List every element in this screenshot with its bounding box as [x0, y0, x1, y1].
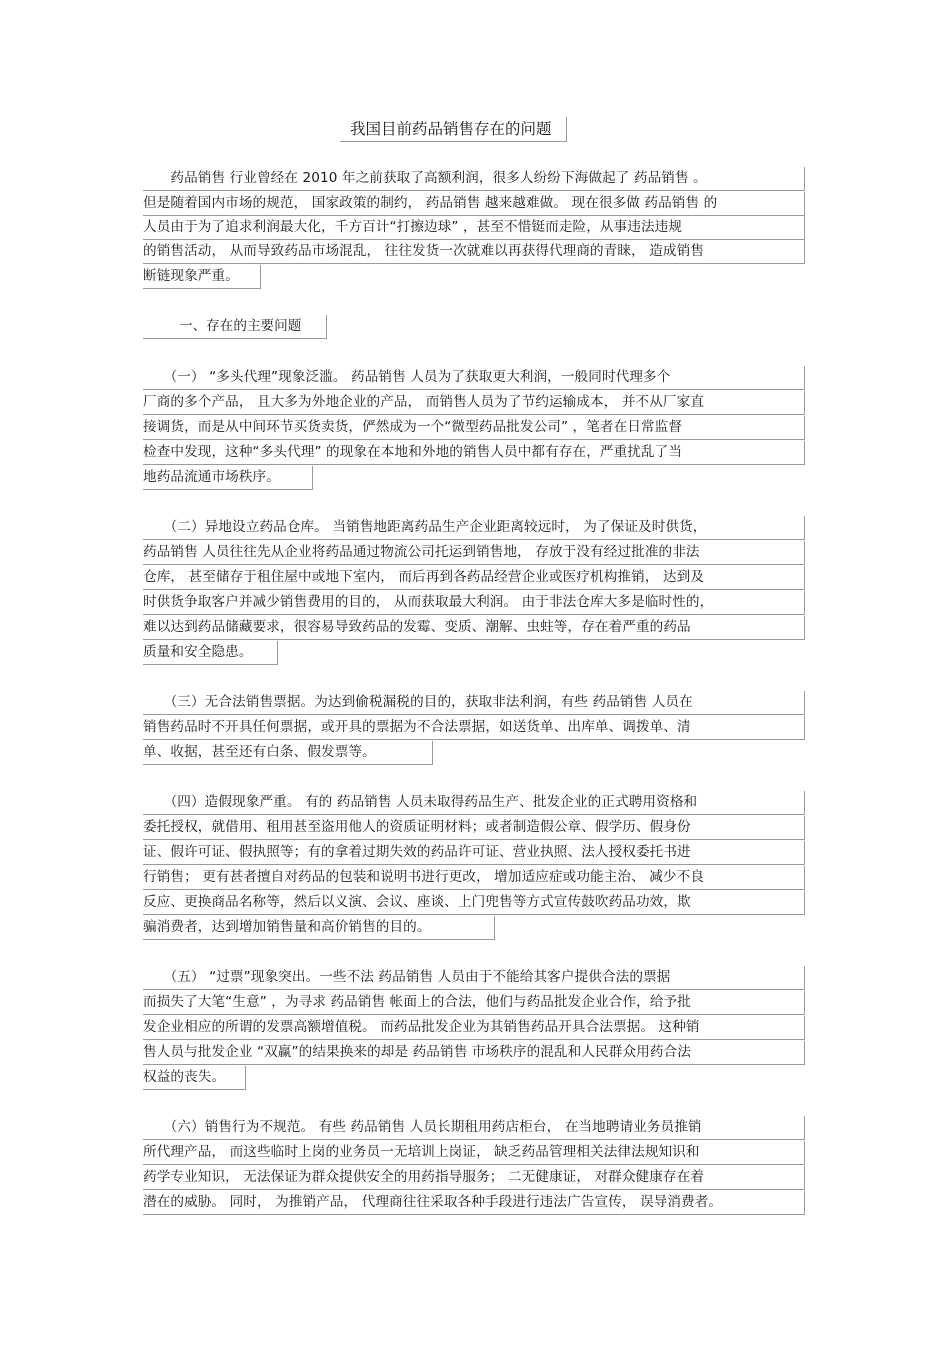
text-line: 单、收据，甚至还有白条、假发票等。 — [143, 741, 433, 765]
text-line: 骗消费者，达到增加销售量和高价销售的目的。 — [143, 916, 495, 940]
text-line: （五） “过票”现象突出。一些不法 药品销售 人员由于不能给其客户提供合法的票据 — [143, 966, 805, 990]
text-line: 证、假许可证、假执照等；有的拿着过期失效的药品许可证、营业执照、法人授权委托书进 — [143, 841, 805, 865]
text-line: 厂商的多个产品， 且大多为外地企业的产品， 而销售人员为了节约运输成本， 并不从厂家直 — [143, 391, 805, 415]
text-line: （三）无合法销售票据。为达到偷税漏税的目的，获取非法利润，有些 药品销售 人员在 — [143, 691, 805, 715]
text-line: 发企业相应的所谓的发票高额增值税。 而药品批发企业为其销售药品开具合法票据。 这种销 — [143, 1016, 805, 1040]
text-line: （六）销售行为不规范。 有些 药品销售 人员长期租用药店柜台， 在当地聘请业务员推销 — [143, 1116, 805, 1140]
text-line: 药品销售 人员往往先从企业将药品通过物流公司托运到销售地， 存放于没有经过批准的非法 — [143, 541, 805, 565]
text-line: 行销售； 更有甚者擅自对药品的包装和说明书进行更改， 增加适应症或功能主治、 减少不良 — [143, 866, 805, 890]
text-line: 售人员与批发企业 “双赢”的结果换来的却是 药品销售 市场秩序的混乱和人民群众用药合法 — [143, 1041, 805, 1065]
text-line: 质量和安全隐患。 — [143, 641, 278, 665]
text-line: 时供货争取客户并减少销售费用的目的， 从而获取最大利润。 由于非法仓库大多是临时性的， — [143, 591, 805, 615]
text-line: 的销售活动， 从而导致药品市场混乱， 往往发货一次就难以再获得代理商的青睐， 造成销售 — [143, 240, 805, 264]
text-line: 所代理产品， 而这些临时上岗的业务员一无培训上岗证， 缺乏药品管理相关法律法规知识和 — [143, 1141, 805, 1165]
text-line: （四）造假现象严重。 有的 药品销售 人员未取得药品生产、批发企业的正式聘用资格和 — [143, 791, 805, 815]
text-line: 权益的丧失。 — [143, 1066, 246, 1090]
text-line: 药学专业知识， 无法保证为群众提供安全的用药指导服务； 二无健康证， 对群众健康存在着 — [143, 1166, 805, 1190]
text-line: 反应、更换商品名称等，然后以义演、会议、座谈、上门兜售等方式宣传鼓吹药品功效，欺 — [143, 891, 805, 915]
text-line: 药品销售 行业曾经在 2010 年之前获取了高额利润，很多人纷纷下海做起了 药品销售 。 — [143, 167, 805, 191]
text-line: 委托授权，就借用、租用甚至盗用他人的资质证明材料；或者制造假公章、假学历、假身份 — [143, 816, 805, 840]
text-line: 接调货，而是从中间环节买货卖货，俨然成为一个“微型药品批发公司” ，笔者在日常监督 — [143, 416, 805, 440]
text-line: 潜在的威胁。 同时， 为推销产品， 代理商往往采取各种手段进行违法广告宣传， 误导消费者。 — [143, 1191, 805, 1215]
text-line: 仓库， 甚至储存于租住屋中或地下室内， 而后再到各药品经营企业或医疗机构推销， 达到及 — [143, 566, 805, 590]
text-line: 地药品流通市场秩序。 — [143, 466, 313, 490]
text-line: 而损失了大笔“生意” ，为寻求 药品销售 帐面上的合法，他们与药品批发企业合作，给予批 — [143, 991, 805, 1015]
text-line: （一） “多头代理”现象泛滥。 药品销售 人员为了获取更大利润，一般同时代理多个 — [143, 366, 805, 390]
text-line: 检查中发现，这种“多头代理” 的现象在本地和外地的销售人员中都有存在，严重扰乱了当 — [143, 441, 805, 465]
text-line: 人员由于为了追求利润最大化，千方百计“打擦边球” ，甚至不惜铤而走险，从事违法违规 — [143, 216, 805, 240]
text-line: （二）异地设立药品仓库。 当销售地距离药品生产企业距离较远时， 为了保证及时供货， — [143, 516, 805, 540]
section-heading: 一、存在的主要问题 — [143, 315, 327, 339]
text-line: 难以达到药品储藏要求，很容易导致药品的发霉、变质、潮解、虫蛀等，存在着严重的药品 — [143, 616, 805, 640]
text-line: 断链现象严重。 — [143, 265, 261, 289]
text-line: 但是随着国内市场的规范， 国家政策的制约， 药品销售 越来越难做。 现在很多做 药品销售 的 — [143, 192, 805, 216]
text-line: 销售药品时不开具任何票据，或开具的票据为不合法票据，如送货单、出库单、调拨单、清 — [143, 716, 805, 740]
document-title: 我国目前药品销售存在的问题 — [340, 117, 567, 142]
